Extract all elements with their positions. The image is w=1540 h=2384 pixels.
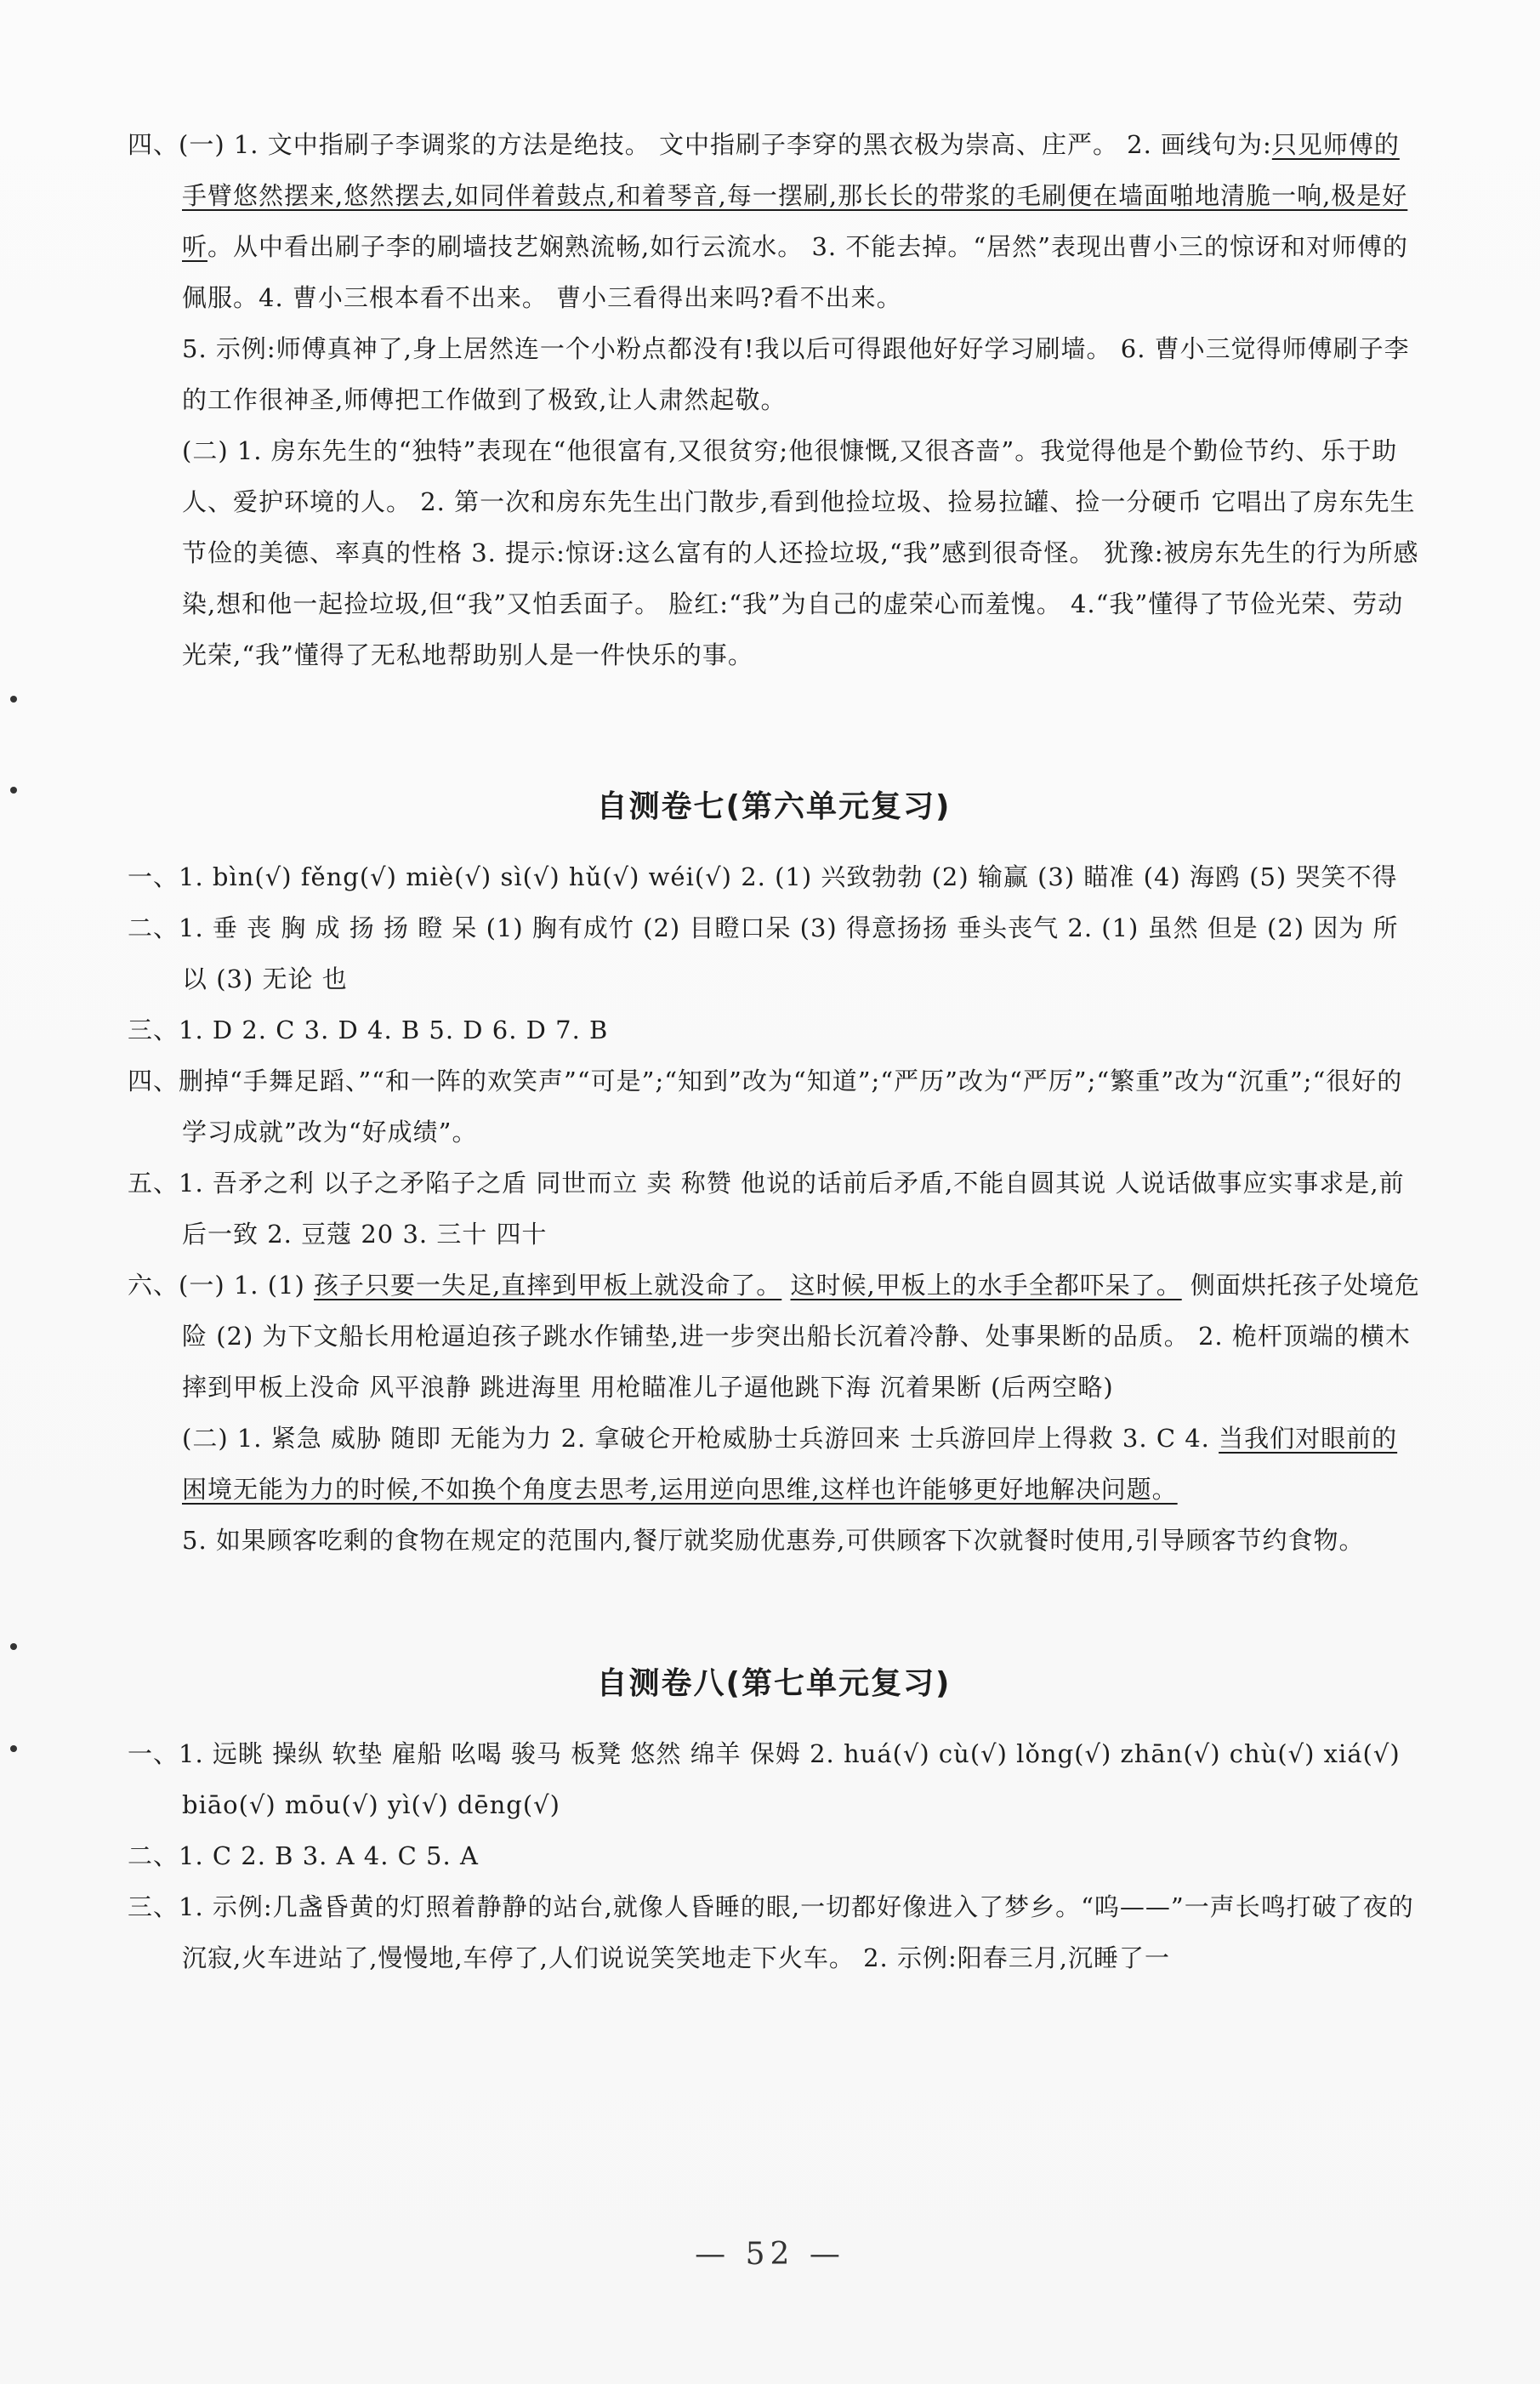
sec4-part1-cont: 5. 示例:师傅真神了,身上居然连一个小粉点都没有!我以后可得跟他好好学习刷墙。 6. 曹小三觉得师傅刷子李的工作很神圣,师傅把工作做到了极致,让人肃然起敬。 <box>182 334 1410 414</box>
test7-title: 自测卷七(第六单元复习) <box>596 789 952 824</box>
margin-dot <box>10 1745 17 1752</box>
test7-q1: 一、1. bìn(√) fěng(√) miè(√) sì(√) hǔ(√) wéi(√) 2. (1) 兴致勃勃 (2) 输赢 (3) 瞄准 (4) 海鸥 (5) 哭笑不得 <box>128 862 1398 891</box>
underlined-text: 这时候,甲板上的水手全都吓呆了。 <box>790 1271 1182 1300</box>
text: 四、(一) 1. 文中指刷子李调浆的方法是绝技。 文中指刷子李穿的黑衣极为崇高、庄严。 2. 画线句为: <box>128 130 1272 159</box>
margin-dot <box>10 696 17 703</box>
test8-q2: 二、1. C 2. B 3. A 4. C 5. A <box>128 1841 479 1870</box>
underlined-text: 当我们对眼前的困境无能为力的时候,不如换个角度去思考,运用逆向思维,这样也许能够更好地解决问题。 <box>182 1424 1398 1504</box>
sec4-part1 <box>128 119 1420 323</box>
answer-content <box>128 119 1420 1983</box>
test7-q6-part2 <box>182 1413 1420 1515</box>
sec4-part2: (二) 1. 房东先生的“独特”表现在“他很富有,又很贫穷;他很慷慨,又很吝啬”。我觉得他是个勤俭节约、乐于助人、爱护环境的人。 2. 第一次和房东先生出门散步,看到他捡垃圾、捡易拉罐、捡一分硬币 它唱出了房东先生节俭的美德、率真的性格 3. 提示:惊讶:这么富有的人还捡垃圾,“我”感到很奇怪。 犹豫:被房东先生的行为所感染,想和他一起捡垃圾,但“我”又怕丢面子。 脸红:“我”为自己的虚荣心而羞愧。 4.“我”懂得了节俭光荣、劳动光荣,“我”懂得了无私地帮助别人是一件快乐的事。 <box>182 436 1419 669</box>
test7-q6-part2-cont: 5. 如果顾客吃剩的食物在规定的范围内,餐厅就奖励优惠券,可供顾客下次就餐时使用,引导顾客节约食物。 <box>182 1526 1365 1555</box>
underlined-text: 只见师傅的手臂悠然摆来,悠然摆去,如同伴着鼓点,和着琴音,每一摆刷,那长长的带浆的毛刷便在墙面啪地清脆一响,极是好听 <box>182 130 1408 261</box>
margin-dot <box>10 1643 17 1650</box>
test8-title: 自测卷八(第七单元复习) <box>596 1666 952 1701</box>
text: 侧面烘托孩子处境危险 (2) 为下文船长用枪逼迫孩子跳水作铺垫,进一步突出船长沉着冷静、处事果断的品质。 2. 桅杆顶端的横木 摔到甲板上没命 风平浪静 跳进海里 用枪瞄准儿子逼他跳下海 沉着果断 (后两空略) <box>182 1271 1420 1402</box>
text: 。从中看出刷子李的刷墙技艺娴熟流畅,如行云流水。 3. 不能去掉。“居然”表现出曹小三的惊讶和对师傅的佩服。4. 曹小三根本看不出来。 曹小三看得出来吗?看不出来。 <box>182 232 1408 312</box>
underlined-text: 孩子只要一失足,直摔到甲板上就没命了。 <box>314 1271 782 1300</box>
text: (二) 1. 紧急 威胁 随即 无能为力 2. 拿破仑开枪威胁士兵游回来 士兵游回岸上得救 3. C 4. <box>182 1424 1219 1453</box>
test7-q6 <box>128 1260 1420 1413</box>
text <box>781 1271 790 1300</box>
test7-q2: 二、1. 垂 丧 胸 成 扬 扬 瞪 呆 (1) 胸有成竹 (2) 目瞪口呆 (3) 得意扬扬 垂头丧气 2. (1) 虽然 但是 (2) 因为 所以 (3) 无论 也 <box>128 913 1399 993</box>
margin-dot <box>10 787 17 794</box>
test8-q3: 三、1. 示例:几盏昏黄的灯照着静静的站台,就像人昏睡的眼,一切都好像进入了梦乡。“呜——”一声长鸣打破了夜的沉寂,火车进站了,慢慢地,车停了,人们说说笑笑地走下火车。 2. 示例:阳春三月,沉睡了一 <box>128 1892 1414 1972</box>
page-number: — 52 — <box>695 2237 845 2272</box>
test7-q3: 三、1. D 2. C 3. D 4. B 5. D 6. D 7. B <box>128 1016 609 1044</box>
text: 六、(一) 1. (1) <box>128 1271 315 1300</box>
test7-q5: 五、1. 吾矛之利 以子之矛陷子之盾 同世而立 卖 称赞 他说的话前后矛盾,不能自圆其说 人说话做事应实事求是,前后一致 2. 豆蔻 20 3. 三十 四十 <box>128 1169 1405 1249</box>
test7-q4: 四、删掉“手舞足蹈、”“和一阵的欢笑声”“可是”;“知到”改为“知道”;“严历”改为“严厉”;“繁重”改为“沉重”;“很好的学习成就”改为“好成绩”。 <box>128 1067 1403 1146</box>
test8-q1: 一、1. 远眺 操纵 软垫 雇船 吆喝 骏马 板凳 悠然 绵羊 保姆 2. huá(√) cù(√) lǒng(√) zhān(√) chù(√) xiá(√) biāo(√) mōu(√) yì(√) dēng(√) <box>128 1739 1401 1819</box>
